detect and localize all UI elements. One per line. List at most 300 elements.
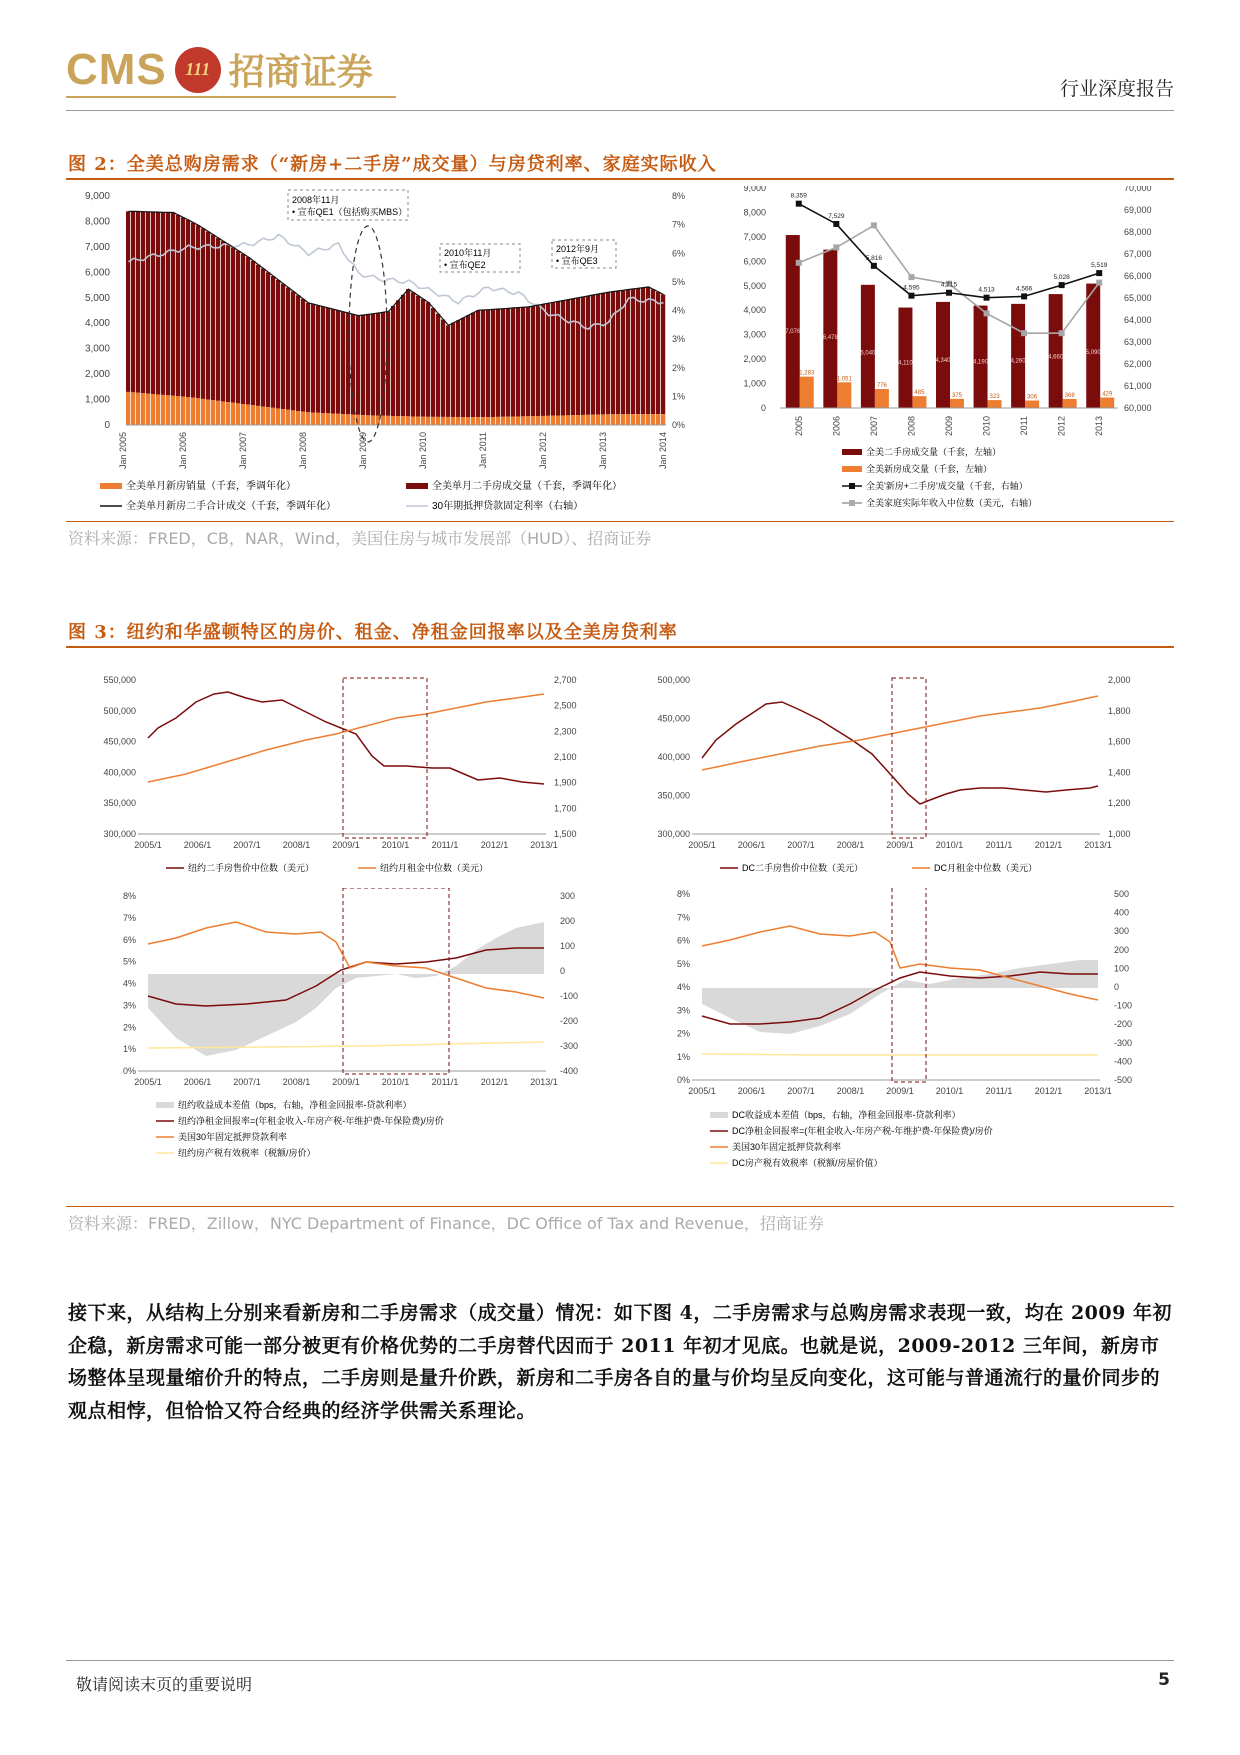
x-tick-label: 2008 — [906, 416, 917, 437]
left-axis-ticks — [743, 186, 766, 413]
existing-bar — [251, 261, 255, 405]
new-bar — [661, 414, 665, 425]
axis-tick-label: 6,000 — [84, 267, 110, 279]
right-axis-ticks — [1114, 889, 1132, 1085]
axis-tick-label: 7% — [672, 219, 686, 230]
existing-bar — [501, 309, 505, 417]
new-bar — [436, 417, 440, 425]
existing-bar — [276, 280, 280, 408]
income-point — [833, 244, 839, 250]
x-tick-label: 2011/1 — [985, 1086, 1013, 1096]
total-point — [1096, 270, 1102, 276]
existing-bar — [181, 217, 185, 396]
axis-tick-label: 1,500 — [554, 829, 577, 839]
new-bar — [471, 417, 475, 425]
existing-bar — [446, 325, 450, 417]
legend-marker-income — [849, 500, 855, 506]
existing-bar — [436, 314, 440, 417]
existing-bar — [311, 304, 315, 412]
axis-tick-label: 1,700 — [554, 803, 577, 814]
x-tick-label: 2006 — [831, 416, 842, 437]
legend-dc-tax: DC房产税有效税率（税额/房屋价值） — [732, 1158, 883, 1168]
new-data-label: 306 — [1027, 394, 1038, 401]
new-bar — [566, 415, 570, 425]
new-bar — [326, 413, 330, 425]
x-axis-ticks — [688, 1086, 1112, 1096]
axis-tick-label: -400 — [1114, 1056, 1133, 1067]
axis-tick-label: 2% — [122, 1022, 136, 1033]
existing-bar — [471, 313, 475, 417]
new-bar — [276, 408, 280, 425]
new-bar — [536, 416, 540, 425]
existing-bar — [196, 225, 200, 398]
existing-bar — [221, 241, 225, 401]
x-tick-label: 2008/1 — [836, 1086, 865, 1096]
new-bar — [591, 415, 595, 425]
dc-tax-rate-line — [702, 1054, 1098, 1055]
existing-bar — [506, 308, 510, 416]
total-point — [833, 221, 839, 227]
existing-bar — [556, 301, 560, 415]
legend-swatch-existing — [842, 449, 862, 455]
new-bar — [266, 407, 270, 425]
new-bar — [561, 415, 565, 425]
x-tick-label: 2009/1 — [886, 840, 914, 850]
new-bar — [875, 389, 889, 408]
new-bar — [837, 382, 851, 408]
new-bar — [646, 414, 650, 425]
new-data-label: 1,051 — [836, 376, 852, 383]
existing-bar — [341, 312, 345, 414]
new-bar — [131, 392, 135, 425]
existing-bar — [611, 292, 615, 415]
axis-tick-label: 1,200 — [1108, 798, 1131, 809]
existing-bar — [416, 296, 420, 417]
axis-tick-label: 400 — [1114, 907, 1130, 918]
x-tick-label: 2007/1 — [787, 840, 815, 850]
existing-bar — [651, 289, 655, 414]
income-point — [871, 222, 877, 228]
existing-data-label: 6,478 — [822, 335, 838, 342]
axis-tick-label: 1% — [122, 1044, 136, 1055]
new-bar — [346, 414, 350, 425]
axis-tick-label: 1% — [676, 1051, 690, 1062]
total-point — [1059, 282, 1065, 288]
left-axis-ticks — [677, 889, 690, 1085]
new-bar — [1063, 399, 1077, 408]
new-bar — [291, 410, 295, 425]
new-bar — [221, 401, 225, 425]
existing-data-label: 4,260 — [1010, 358, 1026, 365]
figure3-source: 资料来源：FRED，Zillow，NYC Department of Finance，DC Office of Tax and Revenue，招商证券 — [68, 1214, 824, 1233]
existing-bar — [146, 212, 150, 394]
existing-bar — [366, 314, 370, 415]
existing-bar — [376, 313, 380, 416]
existing-bar — [301, 299, 305, 412]
x-tick-label: 2006/1 — [183, 840, 212, 850]
x-tick-label: 2008/1 — [282, 840, 311, 850]
existing-bar — [426, 302, 430, 417]
new-bar — [606, 414, 610, 425]
axis-tick-label: 1,900 — [554, 777, 577, 788]
x-tick-label: 2009/1 — [332, 1077, 360, 1087]
new-data-label: 1,283 — [799, 370, 815, 377]
existing-bar — [571, 299, 575, 416]
income-point — [984, 310, 990, 316]
legend-ny-rent: 纽约月租金中位数（美元） — [380, 863, 489, 873]
footer-note: 敬请阅读末页的重要说明 — [76, 1675, 253, 1694]
new-data-label: 323 — [989, 394, 1000, 401]
axis-tick-label: 60,000 — [1124, 403, 1152, 413]
existing-bar — [641, 288, 645, 415]
existing-bar — [361, 315, 365, 415]
existing-bar — [606, 292, 610, 414]
existing-bar — [521, 307, 525, 416]
existing-bar — [823, 250, 837, 408]
x-tick-label: 2010/1 — [381, 1077, 410, 1087]
new-bar — [161, 395, 165, 425]
axis-tick-label: 200 — [560, 916, 576, 926]
new-bar — [341, 414, 345, 425]
x-tick-label: 2007 — [868, 416, 879, 437]
existing-data-label: 4,110 — [898, 360, 913, 367]
new-bar — [626, 414, 630, 425]
existing-bar — [936, 302, 950, 408]
x-axis-ticks — [118, 432, 668, 469]
x-tick-label: 2006/1 — [183, 1077, 212, 1087]
existing-bar — [601, 293, 605, 414]
axis-tick-label: 5% — [672, 276, 686, 287]
axis-tick-label: 300 — [560, 891, 576, 901]
axis-tick-label: 400,000 — [103, 767, 136, 778]
axis-tick-label: 0 — [560, 966, 566, 976]
new-bar — [406, 416, 410, 425]
total-data-label: 4,715 — [940, 281, 958, 289]
legend-income: 全美家庭实际年收入中位数（美元，右轴） — [866, 498, 1038, 508]
total-data-label: 5,816 — [865, 254, 883, 262]
existing-bar — [246, 257, 250, 405]
new-bar — [476, 417, 480, 425]
x-tick-label: Jan 2006 — [178, 432, 188, 470]
legend-us-mortgage: 美国30年固定抵押贷款利率 — [178, 1132, 288, 1142]
new-bar — [351, 415, 355, 425]
axis-tick-label: 69,000 — [1124, 205, 1152, 215]
x-tick-label: 2006/1 — [737, 840, 766, 850]
existing-data-label: 5,090 — [1085, 349, 1101, 356]
ny-price-rent-chart — [66, 670, 606, 885]
new-bar — [286, 410, 290, 425]
existing-bar — [401, 295, 405, 416]
new-bar — [636, 414, 640, 425]
new-bar — [988, 400, 1002, 408]
new-bar — [912, 396, 926, 408]
new-bar — [306, 412, 310, 425]
new-bar — [216, 401, 220, 425]
existing-bar — [421, 299, 425, 417]
figure2-source: 资料来源：FRED，CB，NAR，Wind，美国住房与城市发展部（HUD）、招商证券 — [68, 529, 652, 548]
new-bar — [506, 417, 510, 425]
new-bar — [421, 417, 425, 425]
x-tick-label: 2013 — [1094, 416, 1105, 437]
new-bar — [336, 414, 340, 425]
existing-bar — [206, 232, 210, 400]
annotation-qe1-date: 2008年11月 — [292, 195, 340, 205]
legend-swatch-spread — [710, 1112, 728, 1118]
x-tick-label: Jan 2007 — [238, 432, 248, 470]
axis-tick-label: -500 — [1114, 1075, 1133, 1085]
new-bar — [186, 397, 190, 425]
new-bar — [641, 414, 645, 425]
new-bar — [311, 413, 315, 425]
total-data-label: 7,529 — [828, 212, 845, 220]
new-bar — [386, 416, 390, 425]
right-axis-ticks — [560, 891, 578, 1076]
axis-tick-label: 7% — [676, 912, 690, 923]
axis-tick-label: 2% — [676, 1028, 690, 1039]
axis-tick-label: 9,000 — [84, 191, 110, 202]
new-bar — [171, 396, 175, 425]
axis-tick-label: 0% — [672, 420, 686, 430]
axis-tick-label: 9,000 — [743, 186, 766, 193]
existing-bar — [281, 284, 285, 409]
new-bar — [601, 414, 605, 425]
legend-new-sales: 全美单月新房销量（千套，季调年化） — [126, 481, 296, 492]
axis-tick-label: 1,000 — [743, 378, 766, 389]
existing-bar — [321, 307, 325, 413]
existing-bar — [296, 295, 300, 411]
axis-tick-label: 5,000 — [84, 292, 110, 304]
axis-tick-label: 500,000 — [657, 675, 690, 685]
existing-bar — [441, 320, 445, 417]
existing-bar — [861, 285, 875, 408]
x-tick-label: 2006/1 — [737, 1086, 766, 1096]
existing-bar — [431, 308, 435, 417]
existing-bar — [336, 311, 340, 414]
dc-spread-area — [702, 960, 1098, 1034]
x-tick-label: 2011/1 — [985, 840, 1013, 850]
right-axis-ticks — [1108, 675, 1131, 839]
new-bar — [301, 412, 305, 425]
axis-tick-label: 2,100 — [554, 752, 577, 762]
existing-bar — [646, 287, 650, 414]
axis-tick-label: 70,000 — [1124, 186, 1152, 193]
x-tick-label: 2008/1 — [282, 1077, 311, 1087]
total-data-label: 5,519 — [1091, 262, 1108, 270]
x-tick-label: 2005 — [793, 416, 804, 437]
existing-bar — [266, 272, 270, 407]
body-paragraph: 接下来，从结构上分别来看新房和二手房需求（成交量）情况：如下图 4，二手房需求与总购房需求表现一致，均在 2009 年初企稳，新房需求可能一部分被更有价格优势的二手房替代因而于 2011 年初才见底。也就是说，2009-2012 三年间，新房市场整体呈现量缩价升的特点，二手房则是量升价跌，新房和二手房各自的量与价均呈反向变化，这可能与普通流行的量价同步的观点相悖，但恰恰又符合经典的经济学供需关系理论。 — [68, 1302, 1172, 1422]
legend-total: 全美'新房+二手房'成交量（千套，右轴） — [866, 481, 1028, 491]
axis-tick-label: 1,000 — [84, 394, 110, 406]
new-bar — [611, 414, 615, 425]
qe1-highlight-box — [892, 678, 926, 838]
axis-tick-label: 66,000 — [1124, 271, 1152, 281]
axis-tick-label: 8% — [672, 191, 686, 201]
new-bar — [546, 416, 550, 425]
new-bar — [656, 414, 660, 425]
axis-tick-label: 7,000 — [743, 231, 766, 242]
new-data-label: 368 — [1064, 393, 1075, 400]
new-bar — [1025, 401, 1039, 408]
axis-tick-label: 400,000 — [657, 752, 690, 762]
existing-bar — [306, 303, 310, 412]
axis-tick-label: -200 — [1114, 1019, 1133, 1030]
new-bar — [516, 416, 520, 425]
x-axis-ticks — [134, 1077, 558, 1087]
x-tick-label: 2009/1 — [332, 840, 360, 850]
new-bar — [241, 404, 245, 425]
new-bar — [381, 416, 385, 425]
existing-bar — [451, 323, 455, 417]
new-bar — [191, 398, 195, 425]
legend-total-sales: 全美单月新房二手合计成交（千套，季调年化） — [126, 501, 336, 512]
footer-divider — [66, 1660, 1174, 1661]
existing-bar — [551, 302, 555, 415]
new-bar — [196, 398, 200, 425]
existing-bar — [898, 308, 912, 408]
existing-bar — [626, 290, 630, 415]
total-point — [1021, 293, 1027, 299]
x-tick-label: 2013/1 — [530, 840, 558, 850]
axis-tick-label: 350,000 — [657, 790, 690, 801]
ny-spread-area — [148, 922, 544, 1056]
right-axis-ticks — [672, 191, 685, 430]
x-tick-label: 2012/1 — [1034, 1086, 1063, 1096]
legend-ny-spread: 纽约收益成本差值（bps，右轴，净租金回报率-贷款利率） — [178, 1100, 412, 1110]
axis-tick-label: 5,000 — [743, 280, 766, 291]
existing-bar — [636, 288, 640, 414]
x-tick-label: 2005/1 — [134, 840, 162, 850]
existing-bar — [526, 307, 530, 416]
page-number: 5 — [1158, 1670, 1170, 1690]
new-bar — [491, 417, 495, 425]
axis-tick-label: 2,000 — [1108, 675, 1131, 685]
legend-swatch-spread — [156, 1102, 174, 1108]
total-point — [796, 201, 802, 207]
axis-tick-label: 350,000 — [103, 798, 136, 809]
fig2-right-chart — [720, 186, 1174, 521]
existing-bar — [256, 265, 260, 406]
existing-bar — [201, 228, 205, 398]
new-bar — [231, 403, 235, 425]
axis-tick-label: -300 — [1114, 1037, 1133, 1048]
axis-tick-label: 67,000 — [1124, 249, 1152, 259]
x-axis-ticks — [134, 840, 558, 850]
total-data-label: 4,566 — [1015, 285, 1033, 293]
existing-bar — [151, 212, 155, 394]
axis-tick-label: 7% — [122, 912, 136, 923]
existing-bar — [1049, 294, 1063, 408]
x-tick-label: 2009/1 — [886, 1086, 914, 1096]
new-bar — [416, 417, 420, 425]
axis-tick-label: 100 — [560, 941, 576, 951]
existing-bar — [356, 316, 360, 415]
figure2-source-rule — [66, 521, 1174, 522]
left-axis-ticks — [85, 191, 110, 431]
total-point — [908, 293, 914, 299]
new-bar — [201, 399, 205, 425]
existing-bar — [1086, 284, 1100, 408]
legend-dc-price: DC二手房售价中位数（美元） — [742, 863, 863, 873]
axis-tick-label: 1,400 — [1108, 767, 1131, 778]
x-tick-label: Jan 2008 — [298, 432, 308, 470]
axis-tick-label: 8% — [676, 889, 690, 899]
new-bar — [126, 392, 130, 425]
axis-tick-label: 1% — [672, 391, 686, 402]
existing-bar — [271, 276, 275, 408]
legend-ny-tax: 纽约房产税有效税率（税额/房价） — [178, 1148, 316, 1158]
x-tick-label: 2012/1 — [1034, 840, 1063, 850]
existing-bar — [156, 212, 160, 394]
figure3-title-rule — [66, 646, 1174, 648]
axis-tick-label: 4% — [122, 978, 136, 989]
total-data-label: 5,028 — [1053, 274, 1070, 282]
x-tick-label: 2013/1 — [1084, 840, 1112, 850]
axis-tick-label: 65,000 — [1124, 293, 1152, 303]
axis-tick-label: 0% — [122, 1066, 136, 1076]
new-bar — [396, 416, 400, 425]
existing-bar — [461, 318, 465, 417]
left-axis-ticks — [657, 675, 690, 839]
existing-bar — [406, 289, 410, 416]
new-bar — [226, 402, 230, 425]
x-tick-label: 2011/1 — [431, 1077, 459, 1087]
existing-bar — [331, 309, 335, 413]
axis-tick-label: 63,000 — [1124, 337, 1152, 347]
axis-tick-label: 0 — [760, 403, 766, 413]
existing-bar — [591, 295, 595, 415]
axis-tick-label: -200 — [560, 1016, 579, 1026]
axis-tick-label: 1,000 — [1108, 829, 1131, 839]
new-bar — [181, 397, 185, 425]
existing-bar — [141, 212, 145, 394]
axis-tick-label: 6% — [672, 248, 686, 259]
legend-dc-net-yield: DC净租金回报率=(年租金收入-年房产税-年维护费-年保险费)/房价 — [732, 1126, 993, 1136]
legend-mortgage-rate: 30年期抵押贷款固定利率（右轴） — [432, 501, 584, 512]
axis-tick-label: 0 — [1114, 982, 1120, 992]
existing-bar — [286, 288, 290, 410]
new-bar — [426, 417, 430, 425]
new-bar — [446, 417, 450, 425]
existing-bar — [161, 212, 165, 395]
existing-bar — [1011, 304, 1025, 408]
axis-tick-label: 8,000 — [84, 216, 110, 228]
existing-bar — [581, 297, 585, 415]
new-bar — [256, 406, 260, 425]
axis-tick-label: 8% — [122, 891, 136, 901]
new-bar — [586, 415, 590, 425]
logo-chinese: 招商证券 — [228, 51, 373, 93]
new-bar — [651, 414, 655, 425]
legend-swatch-existing — [406, 483, 428, 489]
axis-tick-label: 2,300 — [554, 726, 577, 737]
new-bar — [271, 408, 275, 425]
legend-swatch-new — [842, 466, 862, 472]
existing-bar — [631, 289, 635, 414]
logo-badge-icon: 111 — [175, 47, 221, 93]
new-bar — [950, 399, 964, 408]
new-bar — [556, 416, 560, 425]
x-tick-label: 2010 — [981, 416, 992, 437]
x-tick-label: 2011 — [1019, 416, 1030, 436]
new-data-label: 429 — [1102, 391, 1113, 398]
new-bar — [461, 417, 465, 425]
new-bar — [486, 417, 490, 425]
axis-tick-label: -400 — [560, 1066, 579, 1076]
existing-bar — [541, 304, 545, 416]
axis-tick-label: 6% — [122, 934, 136, 945]
existing-bar — [396, 300, 400, 416]
